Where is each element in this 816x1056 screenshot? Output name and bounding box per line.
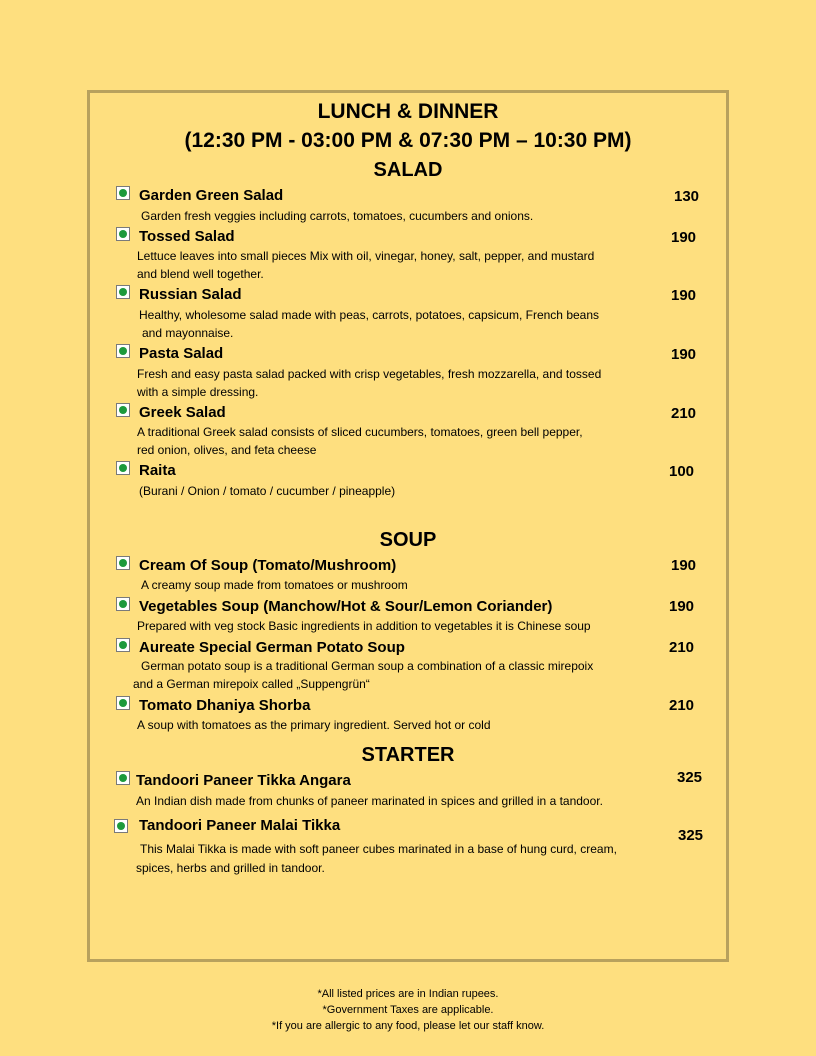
item-description: red onion, olives, and feta cheese (137, 443, 317, 457)
veg-symbol-icon (116, 344, 130, 358)
item-name: Tandoori Paneer Malai Tikka (139, 817, 341, 834)
item-description: and blend well together. (137, 267, 264, 281)
item-name: Raita (139, 462, 176, 479)
item-price: 190 (671, 557, 697, 574)
item-name: Pasta Salad (139, 345, 224, 362)
item-description: A traditional Greek salad consists of sliced cucumbers, tomatoes, green bell pepper, (137, 425, 583, 439)
veg-symbol-icon (114, 819, 128, 833)
item-price: 325 (678, 827, 704, 844)
item-description: A creamy soup made from tomatoes or mushroom (141, 578, 408, 592)
veg-symbol-icon (116, 461, 130, 475)
section-title-soup: SOUP (379, 529, 437, 551)
item-price: 130 (674, 188, 700, 205)
item-description: Garden fresh veggies including carrots, tomatoes, cucumbers and onions. (141, 209, 534, 223)
item-name: Garden Green Salad (139, 187, 284, 204)
veg-symbol-icon (116, 403, 130, 417)
item-description: spices, herbs and grilled in tandoor. (136, 861, 325, 875)
item-description: This Malai Tikka is made with soft paneer cubes marinated in a base of hung curd, cream, (140, 842, 617, 856)
item-price: 190 (671, 229, 697, 246)
item-price: 190 (671, 346, 697, 363)
veg-symbol-icon (116, 771, 130, 785)
item-description: German potato soup is a traditional German soup a combination of a classic mirepoix (141, 659, 594, 673)
item-description: Healthy, wholesome salad made with peas, carrots, potatoes, capsicum, French beans (139, 308, 600, 322)
item-name: Cream Of Soup (Tomato/Mushroom) (139, 557, 397, 574)
item-description: (Burani / Onion / tomato / cucumber / pineapple) (139, 484, 396, 498)
veg-symbol-icon (116, 556, 130, 570)
veg-symbol-icon (116, 597, 130, 611)
veg-symbol-icon (116, 696, 130, 710)
veg-symbol-icon (116, 638, 130, 652)
item-name: Tossed Salad (139, 228, 235, 245)
item-name: Greek Salad (139, 404, 226, 421)
item-name: Russian Salad (139, 286, 242, 303)
item-description: Fresh and easy pasta salad packed with crisp vegetables, fresh mozzarella, and tossed (137, 367, 602, 381)
item-price: 190 (669, 598, 695, 615)
section-title-starter: STARTER (361, 744, 455, 766)
item-price: 325 (677, 769, 703, 786)
menu-title: LUNCH & DINNER (317, 100, 499, 123)
item-name: Tomato Dhaniya Shorba (139, 697, 311, 714)
footer-note: *Government Taxes are applicable. (322, 1004, 494, 1016)
item-description: A soup with tomatoes as the primary ingredient. Served hot or cold (137, 718, 491, 732)
item-price: 210 (671, 405, 697, 422)
item-price: 190 (671, 287, 697, 304)
item-description: Lettuce leaves into small pieces Mix with oil, vinegar, honey, salt, pepper, and mustard (137, 249, 595, 263)
item-name: Tandoori Paneer Tikka Angara (136, 772, 351, 789)
menu-hours: (12:30 PM - 03:00 PM & 07:30 PM – 10:30 PM) (184, 129, 632, 152)
item-description: with a simple dressing. (137, 385, 259, 399)
footer-note: *All listed prices are in Indian rupees. (317, 988, 499, 1000)
footer-note: *If you are allergic to any food, please let our staff know. (271, 1020, 545, 1032)
item-name: Aureate Special German Potato Soup (139, 639, 405, 656)
item-description: and mayonnaise. (142, 326, 234, 340)
veg-symbol-icon (116, 285, 130, 299)
section-title-salad: SALAD (373, 159, 443, 181)
item-description: and a German mirepoix called „Suppengrün“ (133, 677, 370, 691)
item-price: 210 (669, 639, 695, 656)
veg-symbol-icon (116, 186, 130, 200)
item-price: 100 (669, 463, 695, 480)
item-description: Prepared with veg stock Basic ingredients in addition to vegetables it is Chinese soup (137, 619, 591, 633)
item-name: Vegetables Soup (Manchow/Hot & Sour/Lemon Coriander) (139, 598, 553, 615)
veg-symbol-icon (116, 227, 130, 241)
item-price: 210 (669, 697, 695, 714)
item-description: An Indian dish made from chunks of paneer marinated in spices and grilled in a tandoor. (136, 794, 603, 808)
